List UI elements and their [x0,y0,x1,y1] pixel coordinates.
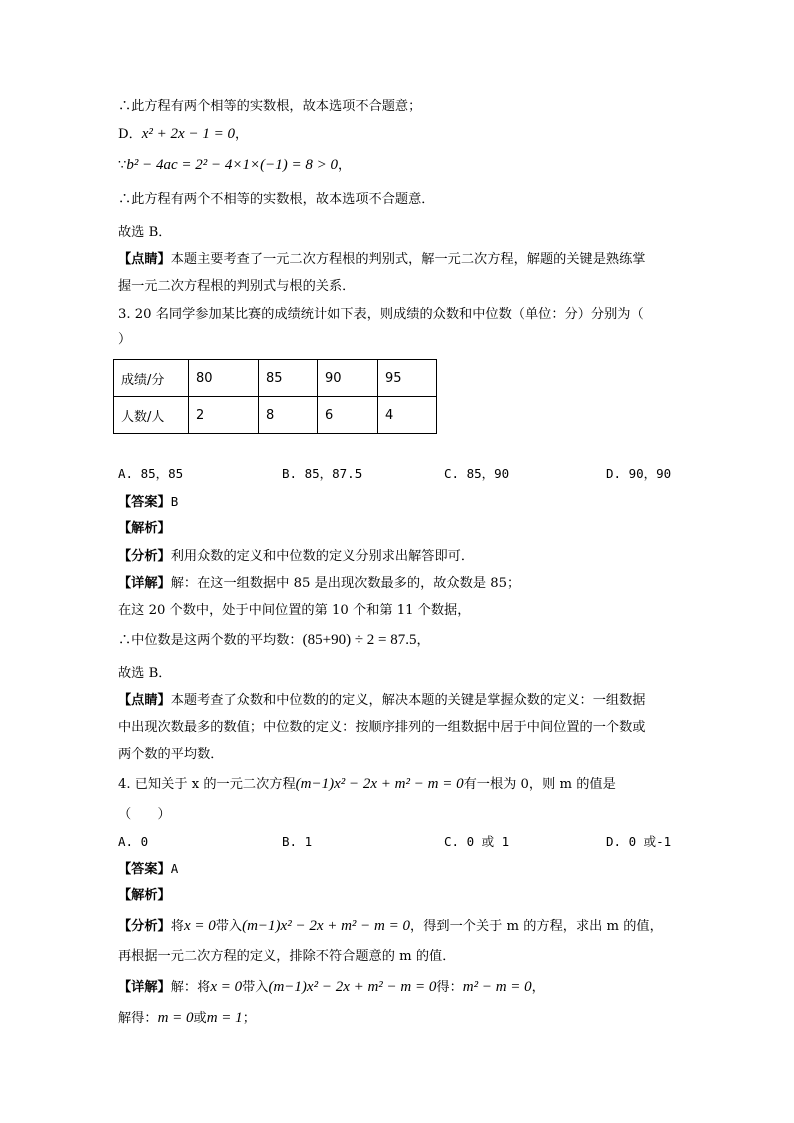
x-equals-zero: x = 0 [210,979,243,995]
answer-tag: 【答案】 [118,495,171,510]
q3-option-c: C. 85，90 [444,466,510,481]
table-cell: 4 [378,397,437,434]
q3-option-b: B. 85，87.5 [282,466,363,481]
q3-detail-line3 [118,631,430,650]
table-cell: 人数/人 [114,397,189,434]
q3-comment-line1 [118,692,646,710]
d-equation: x² + 2x − 1 = 0 [141,126,235,142]
solve-or: 或 [193,1011,207,1026]
fenxi-post: ，得到一个关于 m 的方程，求出 m 的值， [410,919,663,934]
table-cell: 80 [189,360,259,397]
q3-comment-line2: 中出现次数最多的数值；中位数的定义：按顺序排列的一组数据中居于中间位置的一个数或 [118,720,646,735]
table-cell: 85 [259,360,318,397]
table-cell: 2 [189,397,259,434]
q2-comment-line2: 握一元二次方程根的判别式与根的关系． [118,279,356,294]
detail-pre: 解：将 [170,980,211,995]
answer-tag: 【答案】 [118,862,171,877]
answer-value: A [170,861,179,876]
detail-tag: 【详解】 [118,980,171,995]
q3-choose: 故选 B． [118,666,172,681]
analysis-tag: 【解析】 [118,521,171,536]
fenxi-mid: 带入 [215,919,243,934]
table-cell: 成绩/分 [114,360,189,397]
q2-choose: 故选 B． [118,225,172,240]
q4-analysis-tag [118,887,171,905]
q4-stem-line2: （ ） [118,807,171,822]
d-option-equation [118,125,248,144]
detail-equation: (m−1)x² − 2x + m² − m = 0 [268,979,437,995]
table-row [114,360,437,397]
answer-value: B [170,494,179,509]
table-cell: 95 [378,360,437,397]
q4-equation: (m−1)x² − 2x + m² − m = 0 [295,776,464,792]
table-cell: 8 [259,397,318,434]
q4-answer [118,860,178,879]
fenxi-tag: 【分析】 [118,919,171,934]
detail-text: 解：在这一组数据中 85 是出现次数最多的，故众数是 85； [170,576,521,591]
solve-tail: ； [242,1011,256,1026]
table-cell: 90 [318,360,378,397]
median-text: ∴中位数是这两个数的平均数： [118,633,303,648]
detail-result: m² − m = 0 [462,979,532,995]
q4-option-a: A. 0 [118,834,149,849]
fenxi-text: 利用众数的定义和中位数的定义分别求出解答即可． [170,549,475,564]
q4-stem-line1 [118,775,616,794]
detail-mid: 带入 [242,980,269,995]
table-cell: 6 [318,397,378,434]
q3-stem-line1: 3. 20 名同学参加某比赛的成绩统计如下表，则成绩的众数和中位数（单位：分）分别为（ [118,307,644,322]
analysis-tag: 【解析】 [118,888,171,903]
d-disc-tail: ， [338,158,352,173]
score-table [113,359,437,434]
fenxi-equation: (m−1)x² − 2x + m² − m = 0 [242,918,411,934]
comment-text: 本题主要考查了一元二次方程根的判别式，解一元二次方程，解题的关键是熟练掌 [170,252,646,267]
q3-detail-line2: 在这 20 个数中，处于中间位置的第 10 个和第 11 个数据， [118,603,471,618]
q3-analysis-tag [118,520,171,538]
solve-pre: 解得： [118,1011,158,1026]
q4-fenxi-line1 [118,917,663,936]
q3-option-a: A. 85，85 [118,466,184,481]
c-option-conclusion: ∴此方程有两个相等的实数根，故本选项不合题意； [118,99,422,114]
median-formula: (85+90) ÷ 2 = 87.5 [302,632,417,648]
q2-comment-line1 [118,251,646,269]
detail-tail: ， [531,980,545,995]
x-equals-zero: x = 0 [183,918,216,934]
q3-stem-line2: ） [118,332,132,347]
comment-tag: 【点睛】 [118,693,171,708]
q3-fenxi [118,548,474,566]
d-discriminant [118,156,351,175]
fenxi-tag: 【分析】 [118,549,171,564]
m-equals-zero: m = 0 [157,1010,194,1026]
table-row [114,397,437,434]
q4-option-d: D. 0 或-1 [606,834,672,849]
q4-solve-line [118,1009,256,1028]
d-option-conclusion: ∴此方程有两个不相等的实数根，故本选项不合题意． [118,192,435,207]
q4-stem-pre: 4. 已知关于 x 的一元二次方程 [118,777,296,792]
d-option-label: D． [118,127,142,142]
q4-option-c: C. 0 或 1 [444,834,510,849]
detail-tag: 【详解】 [118,576,171,591]
d-eq-tail: ， [234,127,249,142]
q4-detail-line1 [118,978,545,997]
m-equals-one: m = 1 [206,1010,243,1026]
fenxi-pre: 将 [170,919,184,934]
comment-tag: 【点睛】 [118,252,171,267]
comment-text: 本题考查了众数和中位数的的定义，解决本题的关键是掌握众数的定义：一组数据 [170,693,646,708]
q4-fenxi-line2: 再根据一元二次方程的定义，排除不符合题意的 m 的值． [118,949,456,964]
detail-post: 得： [436,980,463,995]
discriminant-expression: b² − 4ac = 2² − 4×1×(−1) = 8 > 0 [126,157,339,173]
q3-option-d: D. 90，90 [606,466,672,481]
because-symbol: ∵ [118,158,127,173]
q3-detail-line1 [118,575,520,593]
q3-comment-line3: 两个数的平均数． [118,747,224,762]
q4-stem-post: 有一根为 0，则 m 的值是 [463,777,616,792]
q3-answer [118,493,178,512]
q4-option-b: B. 1 [282,834,313,849]
median-tail: ， [416,633,430,648]
